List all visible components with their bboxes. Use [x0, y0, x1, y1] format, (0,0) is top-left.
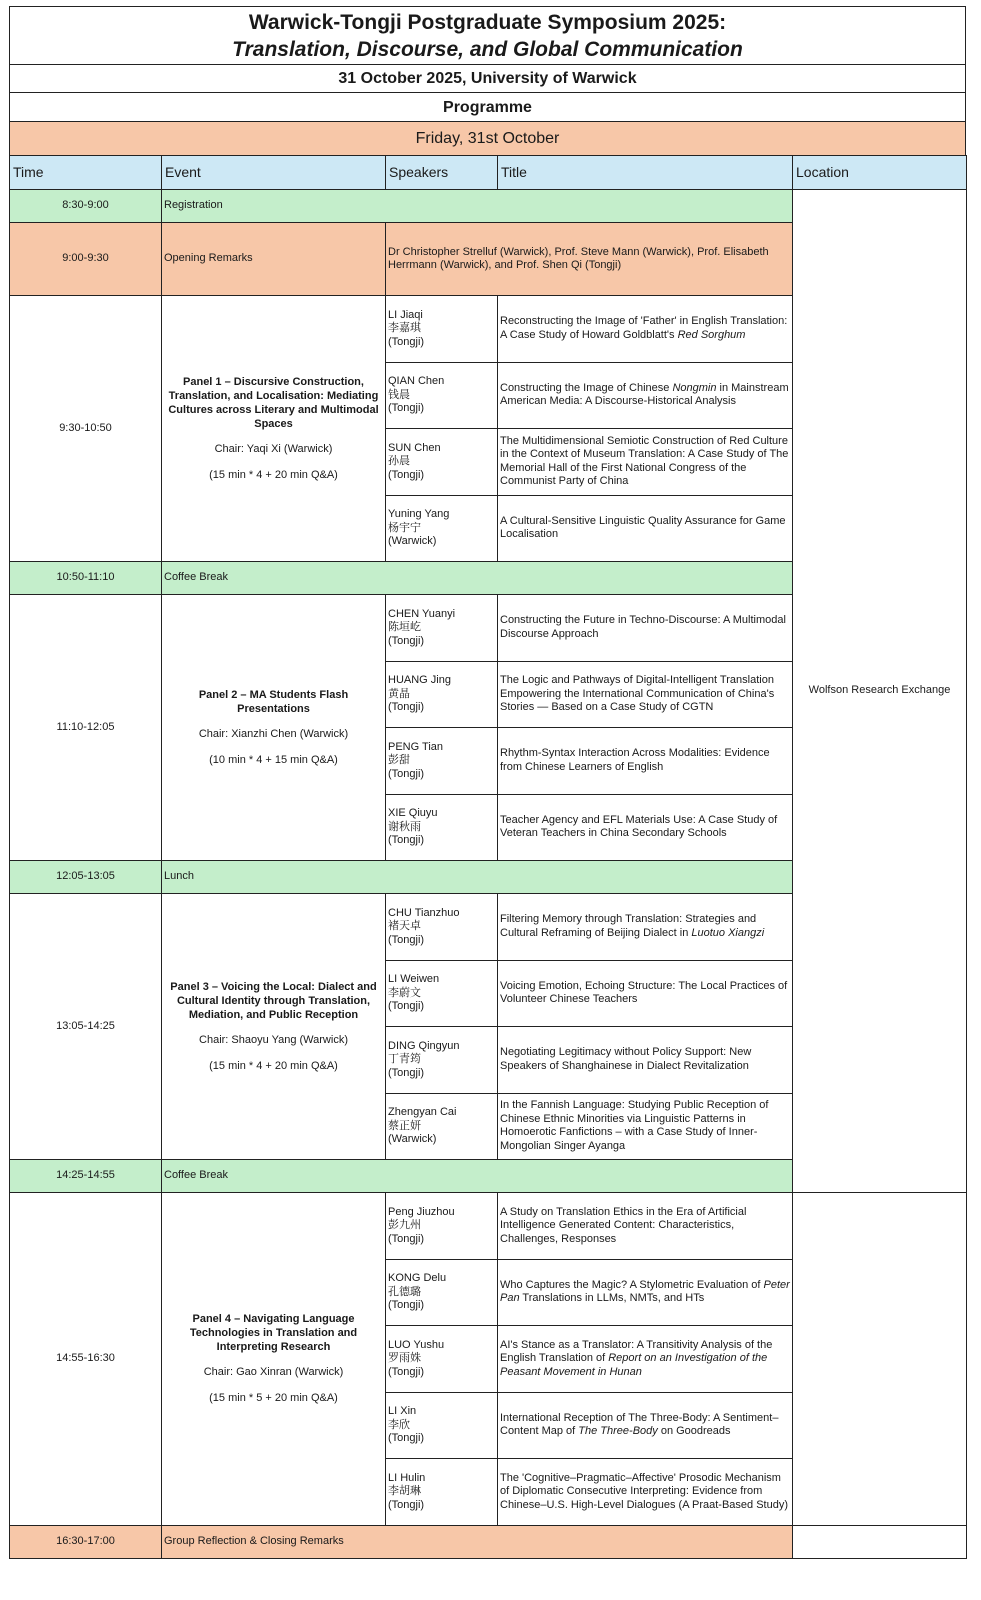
slot-time: 9:30-10:50: [10, 296, 162, 562]
panel-chair: Chair: Xianzhi Chen (Warwick): [198, 728, 349, 740]
talk-title-tail: in Mainstream American Media: A Discourse-Historical Analysis: [500, 381, 789, 408]
location-cell: Wolfson Research Exchange: [793, 190, 967, 1193]
date-venue: 31 October 2025, University of Warwick: [9, 64, 966, 92]
col-speakers: Speakers: [386, 156, 498, 190]
talk-title-italic: Nongmin: [672, 381, 717, 394]
panel-title: Panel 2 – MA Students Flash Presentations: [198, 689, 349, 715]
panel1-info: [162, 296, 386, 562]
talk-title-text: Teacher Agency and EFL Materials Use: A Case Study of Veteran Teachers in China Secondary Schools: [500, 813, 778, 840]
title-line-1: Warwick-Tongji Postgraduate Symposium 2025:: [248, 10, 727, 34]
speaker-aff: (Warwick): [388, 1133, 437, 1145]
talk-title-text: Constructing the Image of Chinese: [500, 381, 673, 394]
talk-title: [498, 595, 793, 662]
speaker-en: LI Weiwen: [388, 973, 440, 985]
slot-time: 12:05-13:05: [10, 861, 162, 894]
talk-title-tail: on Goodreads: [657, 1425, 731, 1438]
panel-format: (15 min * 4 + 20 min Q&A): [209, 1059, 338, 1072]
panel-title: Panel 4 – Navigating Language Technologies in Translation and Interpreting Research: [189, 1313, 358, 1354]
slot-event: Lunch: [162, 861, 793, 894]
col-event: Event: [162, 156, 386, 190]
speaker-cell: [386, 1027, 498, 1094]
slot-event: Coffee Break: [162, 562, 793, 595]
speaker-en: LI Jiaqi: [388, 308, 423, 321]
talk-title-text: Voicing Emotion, Echoing Structure: The Local Practices of Volunteer Chinese Teachers: [500, 979, 788, 1006]
talk-title: [498, 894, 793, 961]
panel-chair: Chair: Yaqi Xi (Warwick): [214, 443, 333, 455]
speaker-zh: 杨宇宁: [388, 521, 421, 534]
col-time: Time: [10, 156, 162, 190]
speaker-aff: (Tongji): [388, 1066, 425, 1079]
speaker-cell: [386, 495, 498, 562]
talk-title-italic: Peter Pan: [500, 1278, 790, 1305]
talk-title: [498, 1259, 793, 1326]
speaker-aff: (Tongji): [388, 335, 425, 348]
talk-title: [498, 1093, 793, 1160]
speaker-zh: 孔德璐: [388, 1285, 421, 1298]
talk-title-italic: Report on an Investigation of the Peasant Movement in Hunan: [500, 1352, 768, 1378]
speaker-cell: [386, 1459, 498, 1526]
speaker-en: CHU Tianzhuo: [388, 906, 460, 919]
speaker-cell: [386, 1259, 498, 1326]
speaker-aff: (Tongji): [388, 1498, 425, 1511]
speaker-en: LI Hulin: [388, 1471, 426, 1484]
talk-title-text: Reconstructing the Image of 'Father' in English Translation: A Case Study of Howard Goldblatt's: [500, 315, 788, 341]
talk-title-text: International Reception of The Three-Body: A Sentiment–Content Map of: [500, 1411, 779, 1438]
talk-title-text: A Cultural-Sensitive Linguistic Quality Assurance for Game Localisation: [500, 514, 786, 541]
schedule-table: [9, 155, 967, 1559]
talk-title-italic: Luotuo Xiangzi: [691, 926, 765, 939]
panel-chair: Chair: Gao Xinran (Warwick): [203, 1366, 344, 1379]
slot-time: 10:50-11:10: [10, 562, 162, 595]
speaker-cell: [386, 429, 498, 496]
speaker-zh: 蔡正妍: [388, 1119, 421, 1132]
panel-title: Panel 1 – Discursive Construction, Translation, and Localisation: Mediating Cultures across Literary and Multimodal Spaces: [168, 376, 379, 430]
location-empty: [793, 1193, 967, 1526]
talk-title: [498, 1392, 793, 1459]
speaker-aff: (Warwick): [388, 535, 437, 547]
registration-row: [10, 190, 967, 223]
panel-chair: Chair: Shaoyu Yang (Warwick): [199, 1034, 348, 1046]
speaker-zh: 罗雨姝: [388, 1352, 421, 1364]
speaker-zh: 钱晨: [388, 388, 410, 401]
speaker-cell: [386, 661, 498, 728]
speaker-zh: 李蔚文: [388, 986, 421, 999]
speaker-en: CHEN Yuanyi: [388, 607, 456, 620]
slot-event: Registration: [162, 190, 793, 223]
speaker-cell: [386, 595, 498, 662]
slot-time: 11:10-12:05: [10, 595, 162, 861]
speaker-aff: (Tongji): [388, 402, 425, 414]
slot-time: 8:30-9:00: [10, 190, 162, 223]
slot-time: 16:30-17:00: [10, 1525, 162, 1558]
programme-document: [9, 6, 966, 1559]
speaker-zh: 谢秋雨: [388, 820, 421, 833]
speaker-cell: [386, 1392, 498, 1459]
talk-title-text: Negotiating Legitimacy without Policy Support: New Speakers of Shanghainese in Dialect Revitalization: [500, 1046, 752, 1072]
col-location: Location: [793, 156, 967, 190]
talk-row: [10, 1193, 967, 1260]
speaker-aff: (Tongji): [388, 634, 425, 647]
speaker-en: Peng Jiuzhou: [388, 1205, 455, 1218]
panel4-info: [162, 1193, 386, 1526]
panel2-info: [162, 595, 386, 861]
speaker-aff: (Tongji): [388, 701, 425, 713]
speaker-en: LI Xin: [388, 1405, 417, 1417]
speaker-cell: [386, 296, 498, 363]
talk-title: [498, 661, 793, 728]
day-heading: Friday, 31st October: [9, 121, 966, 155]
speaker-aff: (Tongji): [388, 834, 425, 846]
panel-format: (15 min * 4 + 20 min Q&A): [209, 468, 338, 481]
speaker-aff: (Tongji): [388, 1299, 425, 1311]
talk-title: [498, 728, 793, 795]
speaker-cell: [386, 794, 498, 861]
speaker-aff: (Tongji): [388, 767, 425, 780]
speaker-en: SUN Chen: [388, 441, 441, 454]
talk-title: [498, 362, 793, 429]
talk-title: [498, 794, 793, 861]
speaker-zh: 彭甜: [388, 754, 410, 766]
talk-title: [498, 1326, 793, 1393]
slot-time: 14:55-16:30: [10, 1193, 162, 1526]
talk-title-text: In the Fannish Language: Studying Public Reception of Chinese Ethnic Minorities via Linguistic Patterns in Homoerotic Fanfictions – with a Case Study of Inner-Mongolian Singer Ayanga: [500, 1099, 769, 1152]
talk-title: [498, 296, 793, 363]
speaker-cell: [386, 362, 498, 429]
symposium-title: [9, 6, 966, 64]
talk-title-text: Who Captures the Magic? A Stylometric Evaluation of: [500, 1278, 764, 1291]
talk-title-text: AI's Stance as a Translator: A Transitivity Analysis of the English Translation of: [500, 1338, 773, 1364]
talk-title-tail: Translations in LLMs, NMTs, and HTs: [519, 1292, 705, 1305]
col-title: Title: [498, 156, 793, 190]
slot-time: 9:00-9:30: [10, 223, 162, 296]
speaker-en: Zhengyan Cai: [388, 1106, 457, 1118]
speaker-cell: [386, 1326, 498, 1393]
speaker-en: DING Qingyun: [388, 1039, 460, 1052]
speaker-aff: (Tongji): [388, 1432, 425, 1444]
speaker-zh: 丁青筠: [388, 1053, 421, 1065]
slot-event: Coffee Break: [162, 1160, 793, 1193]
panel-format: (15 min * 5 + 20 min Q&A): [209, 1391, 338, 1404]
speaker-aff: (Tongji): [388, 933, 425, 946]
speaker-zh: 陈垣屹: [388, 621, 421, 633]
speaker-en: PENG Tian: [388, 740, 444, 753]
slot-event: Group Reflection & Closing Remarks: [162, 1525, 793, 1558]
speaker-aff: (Tongji): [388, 468, 425, 481]
speaker-zh: 褚天卓: [388, 920, 421, 932]
talk-title: [498, 495, 793, 562]
talk-title: [498, 1027, 793, 1094]
speaker-aff: (Tongji): [388, 1365, 425, 1378]
speaker-zh: 彭九州: [388, 1219, 421, 1231]
speaker-zh: 李胡琳: [388, 1485, 421, 1497]
talk-title-text: The Logic and Pathways of Digital-Intelligent Translation Empowering the International Communication of China's Stories — Based on a Case Study of CGTN: [500, 674, 775, 713]
talk-title: [498, 1193, 793, 1260]
speaker-cell: [386, 1093, 498, 1160]
title-line-2: Translation, Discourse, and Global Communication: [232, 37, 743, 61]
location-empty: [793, 1525, 967, 1558]
speaker-en: HUANG Jing: [388, 674, 451, 686]
panel-title: Panel 3 – Voicing the Local: Dialect and Cultural Identity through Translation, Mediation, and Public Reception: [170, 981, 377, 1021]
slot-time: 13:05-14:25: [10, 894, 162, 1160]
talk-title-italic: The Three-Body: [578, 1425, 658, 1438]
speaker-cell: [386, 728, 498, 795]
opening-speakers: Dr Christopher Strelluf (Warwick), Prof. Steve Mann (Warwick), Prof. Elisabeth Herrmann (Warwick), and Prof. Shen Qi (Tongji): [386, 223, 793, 296]
slot-event: Opening Remarks: [162, 223, 386, 296]
talk-title: [498, 960, 793, 1027]
talk-title-text: The Multidimensional Semiotic Construction of Red Culture in the Context of Museum Translation: A Case Study of The Memorial Hall of the First National Congress of the Communist Party of China: [500, 434, 789, 488]
talk-title-text: A Study on Translation Ethics in the Era of Artificial Intelligence Generated Content: Characteristics, Challenges, Responses: [500, 1205, 747, 1245]
speaker-en: KONG Delu: [388, 1272, 447, 1284]
column-header-row: [10, 156, 967, 190]
talk-title-text: Rhythm-Syntax Interaction Across Modalities: Evidence from Chinese Learners of English: [500, 747, 770, 773]
slot-time: 14:25-14:55: [10, 1160, 162, 1193]
speaker-zh: 李嘉琪: [388, 322, 421, 334]
panel-format: (10 min * 4 + 15 min Q&A): [209, 753, 338, 766]
talk-title: [498, 429, 793, 496]
speaker-cell: [386, 1193, 498, 1260]
speaker-aff: (Tongji): [388, 1232, 425, 1245]
speaker-zh: 黄晶: [388, 687, 410, 700]
talk-title-text: Constructing the Future in Techno-Discourse: A Multimodal Discourse Approach: [500, 614, 786, 640]
speaker-cell: [386, 894, 498, 961]
panel3-info: [162, 894, 386, 1160]
speaker-en: QIAN Chen: [388, 375, 445, 387]
speaker-zh: 孙晨: [388, 455, 410, 467]
talk-title-italic: Red Sorghum: [677, 328, 746, 341]
speaker-en: Yuning Yang: [388, 508, 450, 520]
talk-title-text: The 'Cognitive–Pragmatic–Affective' Prosodic Mechanism of Diplomatic Consecutive Interpreting: Evidence from Chinese–U.S. High-Level Dialogues (A Praat-Based Study): [500, 1471, 788, 1511]
speaker-zh: 李欣: [388, 1418, 410, 1431]
speaker-cell: [386, 960, 498, 1027]
talk-title-text: Filtering Memory through Translation: Strategies and Cultural Reframing of Beijing Dialect in: [500, 913, 757, 939]
programme-heading: Programme: [9, 92, 966, 121]
speaker-en: XIE Qiuyu: [388, 807, 438, 819]
speaker-aff: (Tongji): [388, 1000, 425, 1012]
closing-row: [10, 1525, 967, 1558]
talk-title: [498, 1459, 793, 1526]
speaker-en: LUO Yushu: [388, 1338, 445, 1351]
